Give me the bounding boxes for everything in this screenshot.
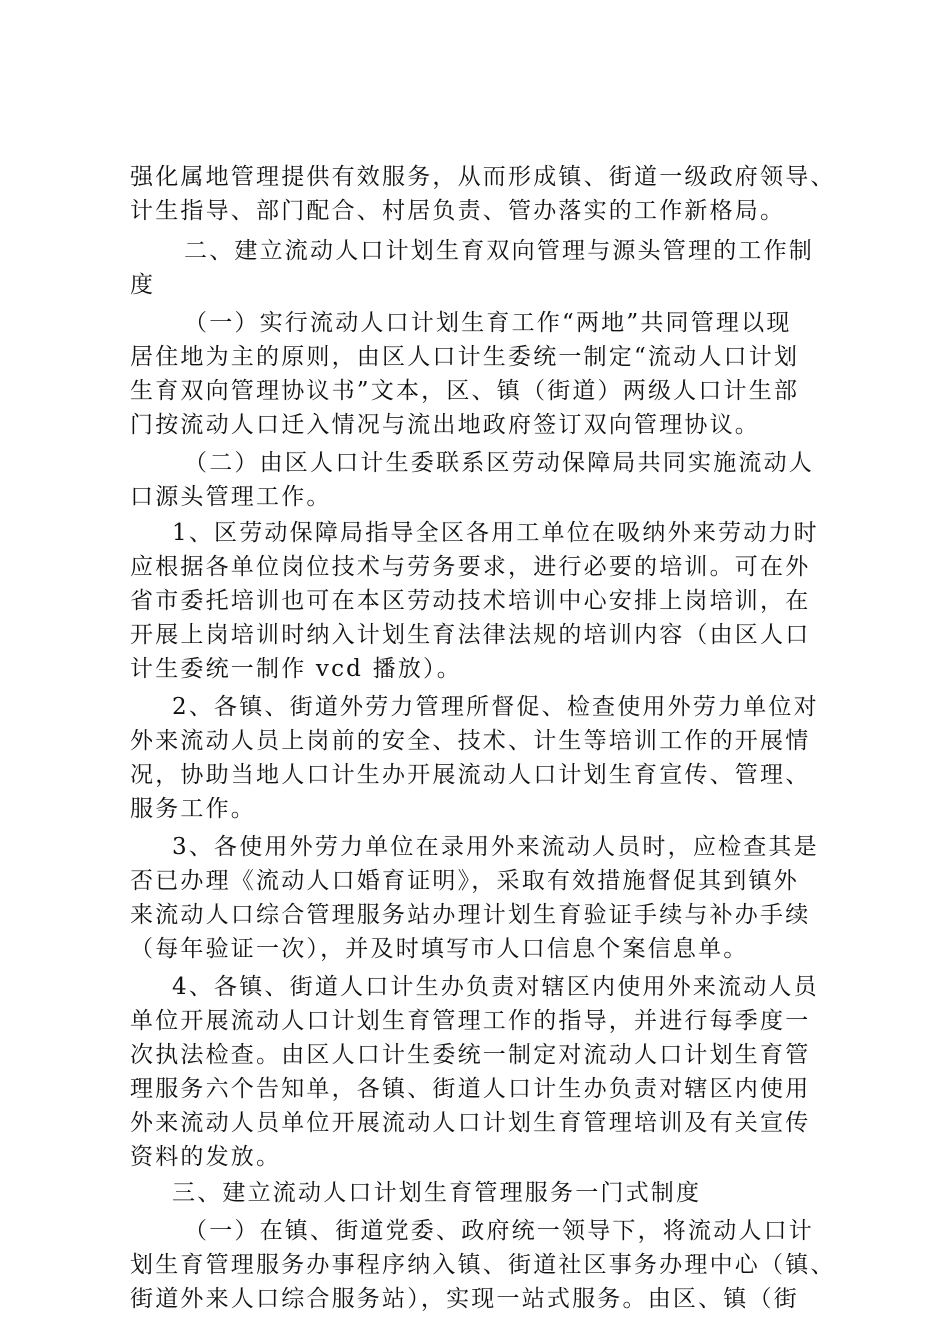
text-line: 3、各使用外劳力单位在录用外来流动人员时，应检查其是 bbox=[172, 834, 819, 860]
text-line: 外来流动人员上岗前的安全、技术、计生等培训工作的开展情 bbox=[130, 728, 811, 754]
section-heading: 度 bbox=[130, 272, 156, 298]
text-line: 强化属地管理提供有效服务，从而形成镇、街道一级政府领导、 bbox=[130, 164, 836, 190]
text-line: 门按流动人口迁入情况与流出地政府签订双向管理协议。 bbox=[130, 412, 760, 438]
text-line: （每年验证一次），并及时填写市人口信息个案信息单。 bbox=[130, 936, 749, 962]
text-line: 资料的发放。 bbox=[130, 1144, 282, 1170]
text-line: （一）在镇、街道党委、政府统一领导下，将流动人口计 bbox=[184, 1218, 814, 1244]
text-line: （一）实行流动人口计划生育工作“两地”共同管理以现 bbox=[184, 310, 792, 336]
text-line: （二）由区人口计生委联系区劳动保障局共同实施流动人 bbox=[184, 450, 814, 476]
text-line: 应根据各单位岗位技术与劳务要求，进行必要的培训。可在外 bbox=[130, 554, 811, 580]
text-line: 服务工作。 bbox=[130, 796, 256, 822]
section-heading: 三、建立流动人口计划生育管理服务一门式制度 bbox=[172, 1180, 702, 1206]
text-line: 开展上岗培训时纳入计划生育法律法规的培训内容（由区人口 bbox=[130, 622, 811, 648]
text-line: 外来流动人员单位开展流动人口计划生育管理培训及有关宣传 bbox=[130, 1110, 811, 1136]
text-line: 口源头管理工作。 bbox=[130, 484, 332, 510]
text-line: 计生委统一制作 vcd 播放）。 bbox=[130, 656, 462, 682]
text-line: 1、区劳动保障局指导全区各用工单位在吸纳外来劳动力时 bbox=[172, 520, 819, 546]
text-line: 划生育管理服务办事程序纳入镇、街道社区事务办理中心（镇、 bbox=[130, 1252, 836, 1278]
text-line: 生育双向管理协议书”文本，区、镇（街道）两级人口计生部 bbox=[130, 378, 800, 404]
text-line: 街道外来人口综合服务站），实现一站式服务。由区、镇（街 bbox=[130, 1286, 799, 1312]
text-line: 2、各镇、街道外劳力管理所督促、检查使用外劳力单位对 bbox=[172, 694, 819, 720]
section-heading: 二、建立流动人口计划生育双向管理与源头管理的工作制 bbox=[184, 238, 814, 264]
text-line: 4、各镇、街道人口计生办负责对辖区内使用外来流动人员 bbox=[172, 974, 819, 1000]
text-line: 否已办理《流动人口婚育证明》，采取有效措施督促其到镇外 bbox=[130, 868, 799, 894]
text-line: 单位开展流动人口计划生育管理工作的指导，并进行每季度一 bbox=[130, 1008, 811, 1034]
text-line: 况，协助当地人口计生办开展流动人口计划生育宣传、管理、 bbox=[130, 762, 811, 788]
text-line: 次执法检查。由区人口计生委统一制定对流动人口计划生育管 bbox=[130, 1042, 811, 1068]
text-line: 理服务六个告知单，各镇、街道人口计生办负责对辖区内使用 bbox=[130, 1076, 811, 1102]
text-line: 居住地为主的原则，由区人口计生委统一制定“流动人口计划 bbox=[130, 344, 800, 370]
text-line: 计生指导、部门配合、村居负责、管办落实的工作新格局。 bbox=[130, 198, 786, 224]
text-line: 来流动人口综合管理服务站办理计划生育验证手续与补办手续 bbox=[130, 902, 811, 928]
text-line: 省市委托培训也可在本区劳动技术培训中心安排上岗培训，在 bbox=[130, 588, 811, 614]
